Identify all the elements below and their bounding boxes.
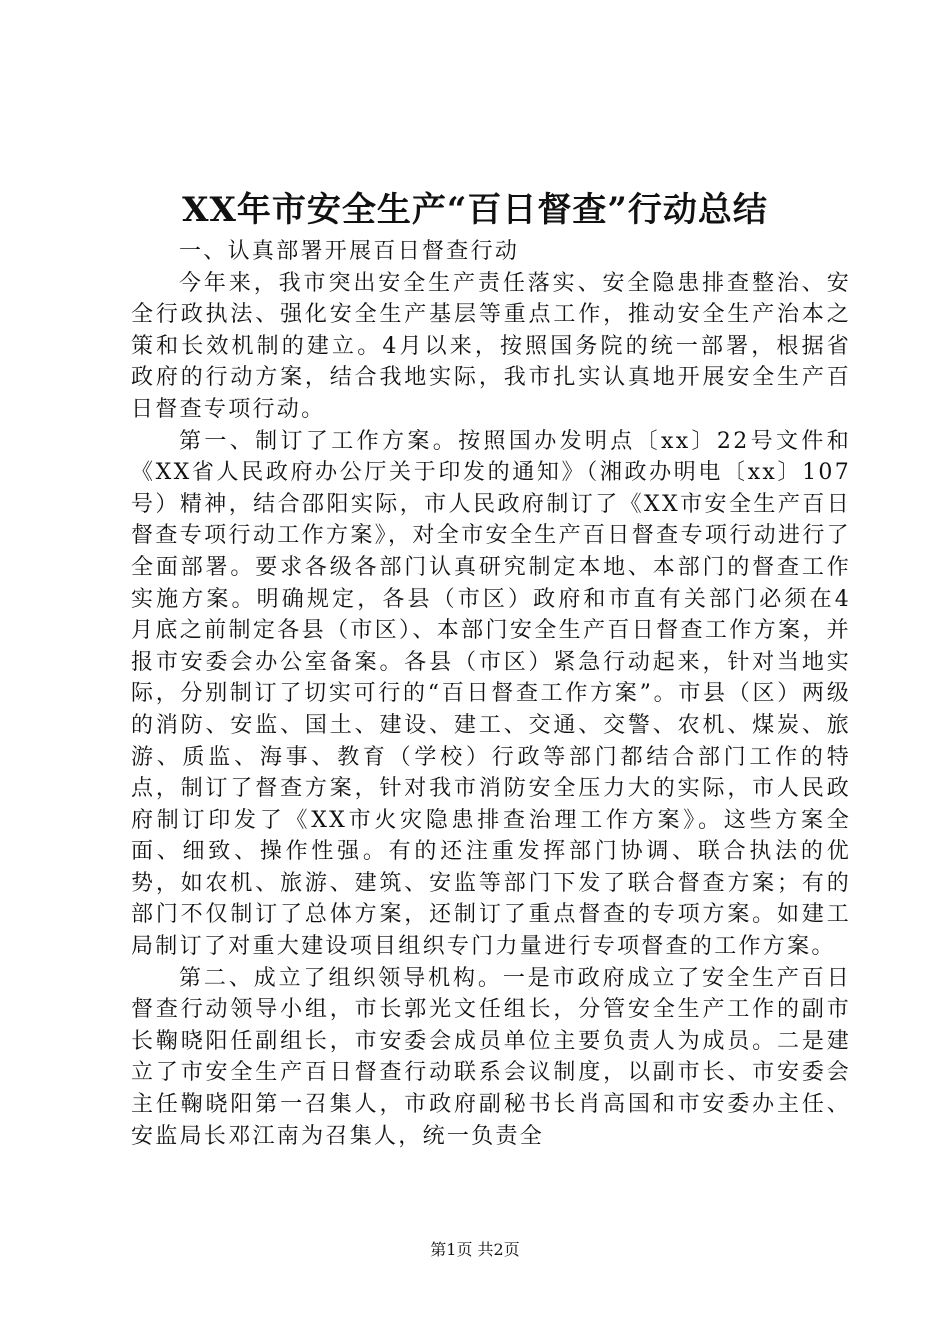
document-title: XX年市安全生产“百日督查”行动总结 <box>182 190 768 230</box>
document-body <box>131 236 851 1152</box>
paragraph-second-point: 第二、成立了组织领导机构。一是市政府成立了安全生产百日督查行动领导小组，市长郭光文任组长，分管安全生产工作的副市长鞠晓阳任副组长，市安委会成员单位主要负责人为成员。二是建立了市安全生产百日督查行动联系会议制度，以副市长、市安委会主任鞠晓阳第一召集人，市政府副秘书长肖高国和市安委办主任、安监局长邓江南为召集人，统一负责全 <box>131 965 851 1149</box>
section-heading: 一、认真部署开展百日督查行动 <box>179 239 520 264</box>
paragraph-intro: 今年来，我市突出安全生产责任落实、安全隐患排查整治、安全行政执法、强化安全生产基层等重点工作，推动安全生产治本之策和长效机制的建立。4月以来，按照国务院的统一部署，根据省政府的行动方案，结合我地实际，我市扎实认真地开展安全生产百日督查专项行动。 <box>131 270 851 422</box>
page-footer: 第1页 共2页 <box>430 1240 520 1259</box>
paragraph-first-point: 第一、制订了工作方案。按照国办发明点〔xx〕22号文件和《XX省人民政府办公厅关于印发的通知》（湘政办明电〔xx〕107号）精神，结合邵阳实际，市人民政府制订了《XX市安全生产百日督查专项行动工作方案》，对全市安全生产百日督查专项行动进行了全面部署。要求各级各部门认真研究制定本地、本部门的督查工作实施方案。明确规定，各县（市区）政府和市直有关部门必须在4月底之前制定各县（市区）、本部门安全生产百日督查工作方案，并报市安委会办公室备案。各县（市区）紧急行动起来，针对当地实际，分别制订了切实可行的“百日督查工作方案”。市县（区）两级的消防、安监、国土、建设、建工、交通、交警、农机、煤炭、旅游、质监、海事、教育（学校）行政等部门都结合部门工作的特点，制订了督查方案，针对我市消防安全压力大的实际，市人民政府制订印发了《XX市火灾隐患排查治理工作方案》。这些方案全面、细致、操作性强。有的还注重发挥部门协调、联合执法的优势，如农机、旅游、建筑、安监等部门下发了联合督查方案；有的部门不仅制订了总体方案，还制订了重点督查的专项方案。如建工局制订了对重大建设项目组织专门力量进行专项督查的工作方案。 <box>131 428 851 960</box>
